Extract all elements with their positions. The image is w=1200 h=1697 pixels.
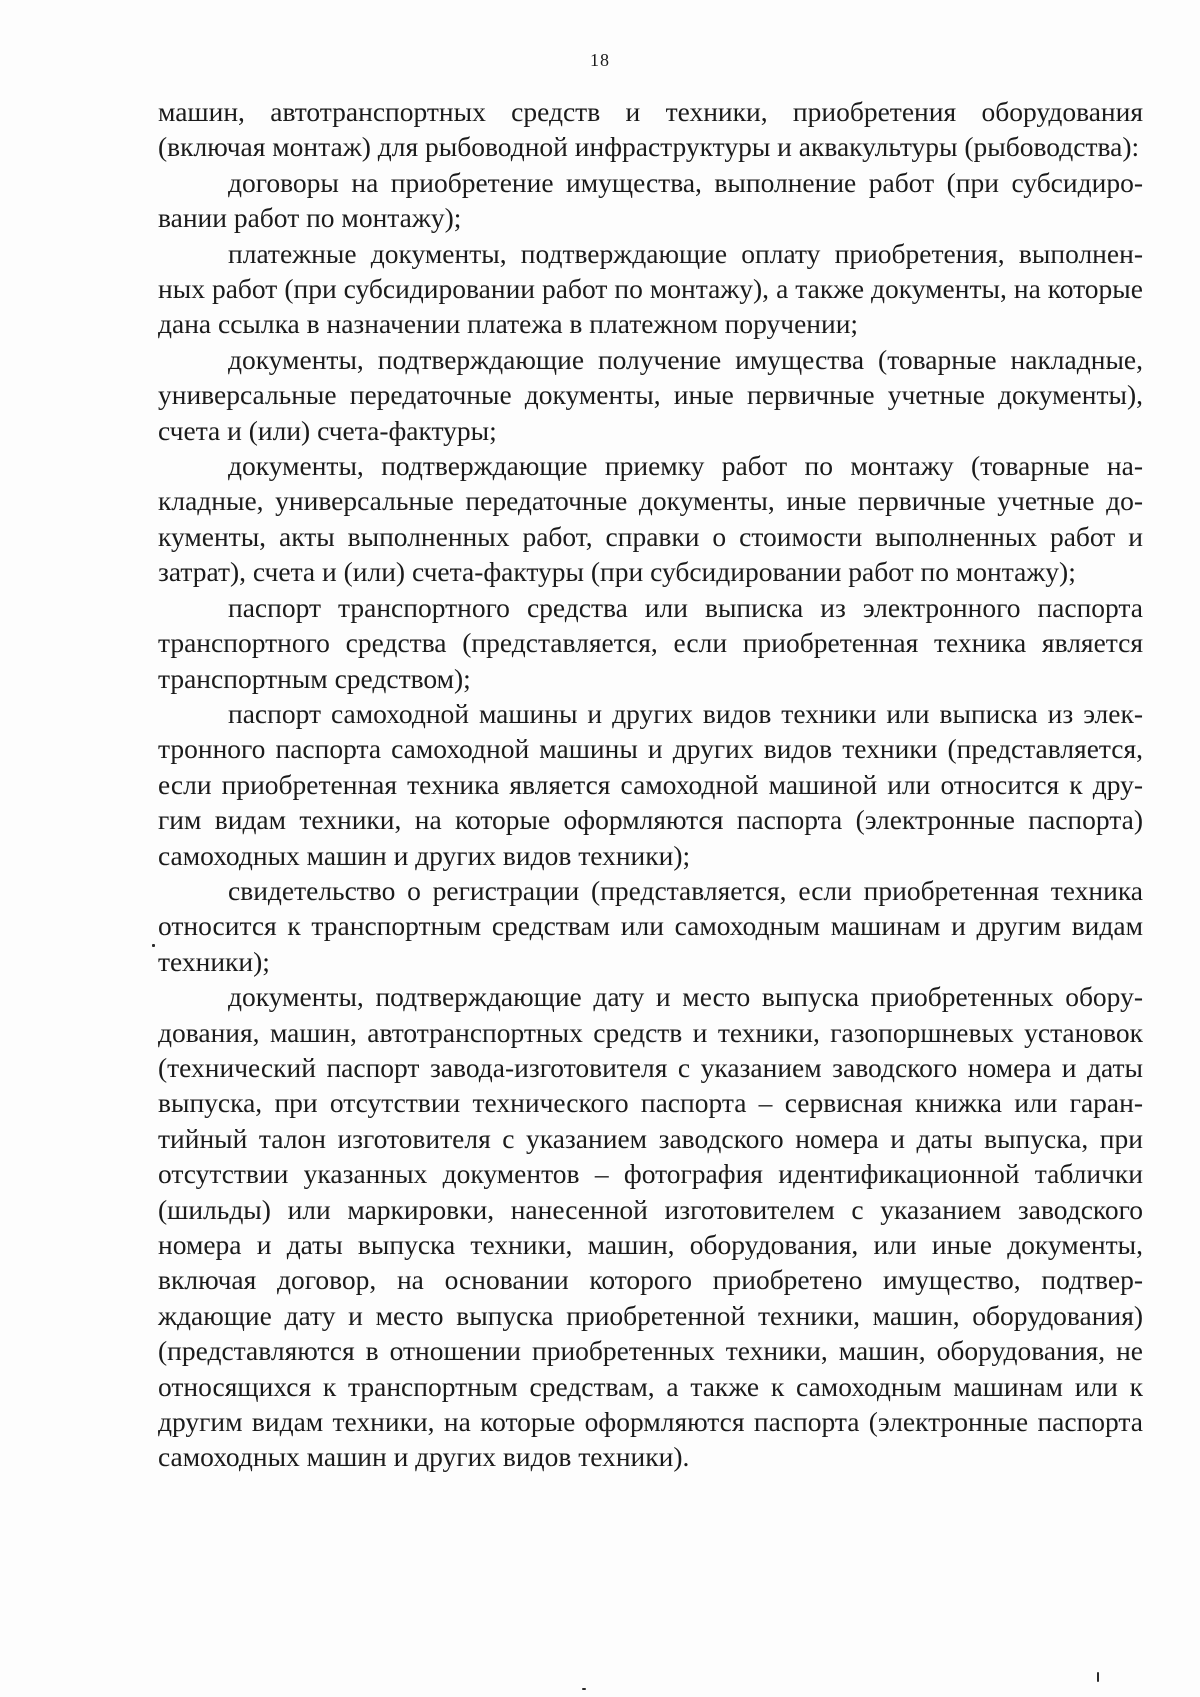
paragraph-property-receipt: документы, подтверждающие получение имущества (товарные накладные, универсальные передаточные документы, иные первичные учетные документы), счета и (или) счета-фактуры;: [158, 343, 1143, 446]
paragraph-works-acceptance: документы, подтверждающие приемку работ по монтажу (товарные накладные, универсальные передаточные документы, иные первичные учетные документы, акты выполненных работ, справки о стоимости выполненных работ и затрат), счета и (или) счета-фактуры (при субсидировании работ по монтажу);: [158, 450, 1143, 588]
scan-speck: [1097, 1672, 1099, 1682]
paragraph-payment-documents: платежные документы, подтверждающие оплату приобретения, выполненных работ (при субсидировании работ по монтажу), а также документы, на которые дана ссылка в назначении платежа в платежном поручении;: [158, 237, 1143, 340]
paragraph-registration-certificate: свидетельство о регистрации (представляется, если приобретенная техника относится к транспортным средствам или самоходным машинам и другим видам техники);: [158, 874, 1143, 977]
page-number: 18: [590, 50, 610, 70]
paragraph-machine-passport: паспорт самоходной машины и других видов техники или выписка из электронного паспорта самоходной машины и других видов техники (представляется, если приобретенная техника является самоходной машиной или относится к другим видам техники, на которые оформляются паспорта (электронные паспорта) самоходных машин и других видов техники);: [158, 697, 1143, 871]
paragraph-vehicle-passport: паспорт транспортного средства или выписка из электронного паспорта транспортного средства (представляется, если приобретенная техника является транспортным средством);: [158, 591, 1143, 694]
paragraph-manufacture-date-documents: документы, подтверждающие дату и место выпуска приобретенных оборудования, машин, автотранспортных средств и техники, газопоршневых установок (технический паспорт завода-изготовителя с указанием заводского номера и даты выпуска, при отсутствии технического паспорта – сервисная книжка или гарантийный талон изготовителя с указанием заводского номера и даты выпуска, при отсутствии указанных документов – фотография идентификационной таблички (шильды) или маркировки, нанесенной изготовителем с указанием заводского номера и даты выпуска техники, машин, оборудования, или иные документы, включая договор, на основании которого приобретено имущество, подтверждающие дату и место выпуска приобретенной техники, машин, оборудования) (представляются в отношении приобретенных техники, машин, оборудования, не относящихся к транспортным средствам, а также к самоходным машинам или к другим видам техники, на которые оформляются паспорта (электронные паспорта самоходных машин и других видов техники).: [158, 981, 1143, 1473]
scan-speck: [152, 944, 155, 947]
document-body: [158, 94, 1143, 1475]
paragraph-continuation: машин, автотранспортных средств и техники, приобретения оборудования (включая монтаж) для рыбоводной инфраструктуры и аквакультуры (рыбоводства):: [158, 96, 1143, 163]
paragraph-contracts: договоры на приобретение имущества, выполнение работ (при субсидировании работ по монтажу);: [158, 166, 1143, 234]
scan-speck: [582, 1688, 586, 1690]
